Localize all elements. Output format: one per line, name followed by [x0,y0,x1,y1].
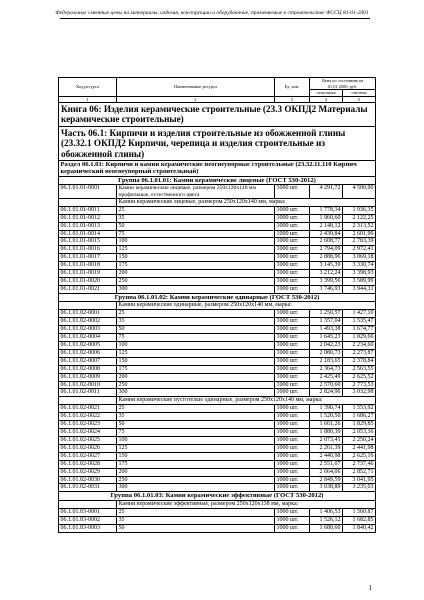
resource-unit: 1000 шт. [275,238,310,246]
table-row [59,254,376,262]
resource-unit: 1000 шт. [275,254,310,262]
estimate-price: 1 829,66 [343,334,376,342]
release-price: 2 042,23 [310,342,343,350]
release-price: 3 145,39 [310,262,343,270]
resource-unit: 1000 шт. [275,373,310,381]
resource-unit: 1000 шт. [275,342,310,350]
estimate-price: 2 601,90 [343,230,376,238]
resource-code: 06.1.01.01-0011 [59,206,117,214]
group-row [59,293,376,302]
price-table [58,77,376,533]
resource-unit: 1000 шт. [275,326,310,334]
resource-unit: 1000 шт. [275,524,310,532]
resource-name: 150 [117,254,275,262]
release-price: 2 608,77 [310,238,343,246]
table-row [59,468,376,476]
table-row [59,508,376,516]
table-row [59,373,376,381]
resource-code: 06.1.01.01-0021 [59,285,117,293]
group-title: Группа 06.1.01.02: Камни керамические одинарные (ГОСТ 530-2012) [59,293,376,302]
table-row [59,326,376,334]
table-row [59,214,376,222]
group-title: Группа 06.1.01.03: Камни керамические эффективные (ГОСТ 530-2012) [59,492,376,501]
table-row [59,285,376,293]
release-price: 2 664,06 [310,468,343,476]
subheader-text: Камни керамические одинарные, размером 250x120x140 мм, марка: [117,302,376,310]
release-price: 2 794,09 [310,246,343,254]
estimate-price: 3 069,18 [343,254,376,262]
column-number: 3 [275,96,310,102]
table-row [59,222,376,230]
price-table-wrapper [58,77,375,533]
release-price: 1 880,39 [310,429,343,437]
resource-name: 175 [117,460,275,468]
resource-unit: 1000 шт. [275,429,310,437]
release-price: 2 888,96 [310,254,343,262]
release-price: 1 960,60 [310,214,343,222]
resource-name: 35 [117,318,275,326]
resource-code: 06.1.01.02-0008 [59,365,117,373]
subheader-row [59,397,376,405]
estimate-price: 2 122,25 [343,214,376,222]
table-row [59,460,376,468]
release-price: 2 824,96 [310,389,343,397]
release-price: 1 661,26 [310,421,343,429]
column-header-row [59,78,376,90]
column-number: 4 [310,96,343,102]
resource-name: 300 [117,285,275,293]
resource-code: 06.1.01.01-0013 [59,222,117,230]
resource-unit: 1000 шт. [275,318,310,326]
release-price: 2 080,73 [310,349,343,357]
column-header-release: отпускная [310,90,343,97]
subheader-row [59,500,376,508]
resource-unit: 1000 шт. [275,357,310,365]
resource-name: 75 [117,429,275,437]
column-header-estimate: сметная [343,90,376,97]
resource-name: 300 [117,484,275,492]
release-price: 1 645,23 [310,334,343,342]
estimate-price: 1 535,47 [343,318,376,326]
empty-cell [59,397,117,405]
resource-name: 50 [117,524,275,532]
header-rule [60,18,370,19]
subheader-row [59,198,376,206]
column-header-unit: Ед. изм. [275,78,310,97]
resource-unit: 1000 шт. [275,468,310,476]
release-price: 4 291,72 [310,185,343,198]
estimate-price: 3 589,99 [343,277,376,285]
resource-name: 50 [117,326,275,334]
estimate-price: 2 773,53 [343,381,376,389]
estimate-price: 1 674,77 [343,326,376,334]
resource-unit: 1000 шт. [275,230,310,238]
resource-name: 150 [117,452,275,460]
release-price: 3 746,93 [310,285,343,293]
resource-name: 75 [117,334,275,342]
estimate-price: 3 041,95 [343,476,376,484]
estimate-price: 4 500,00 [343,185,376,198]
table-row [59,476,376,484]
estimate-price: 2 378,84 [343,357,376,365]
resource-name: 25 [117,405,275,413]
empty-cell [59,302,117,310]
release-price: 2 570,60 [310,381,343,389]
resource-unit: 1000 шт. [275,516,310,524]
estimate-price: 1 936,35 [343,206,376,214]
estimate-price: 1 686,27 [343,413,376,421]
resource-unit: 1000 шт. [275,508,310,516]
release-price: 1 250,57 [310,310,343,318]
table-row [59,349,376,357]
table-row [59,310,376,318]
part-title: Часть 06.1: Кирпичи и изделия строительные из обожженной глины (23.32.1 ОКПД2 Кирпичи, черепица и изделия строительные из обожженной глины) [59,126,376,160]
resource-unit: 1000 шт. [275,214,310,222]
table-row [59,270,376,278]
resource-code: 06.1.01.01-0016 [59,246,117,254]
table-row [59,246,376,254]
release-price: 2 073,41 [310,436,343,444]
column-number: 2 [117,96,275,102]
resource-unit: 1000 шт. [275,460,310,468]
table-row [59,421,376,429]
table-row [59,389,376,397]
resource-name: 75 [117,230,275,238]
section-row [59,161,376,177]
table-row [59,238,376,246]
table-row [59,206,376,214]
release-price: 1 406,53 [310,508,343,516]
resource-name: 100 [117,238,275,246]
resource-code: 06.1.01.02-0029 [59,468,117,476]
estimate-price: 1 553,92 [343,405,376,413]
estimate-price: 3 032,98 [343,389,376,397]
resource-unit: 1000 шт. [275,421,310,429]
estimate-price: 3 944,31 [343,285,376,293]
estimate-price: 1 427,10 [343,310,376,318]
table-row [59,524,376,532]
resource-name: 100 [117,342,275,350]
resource-name: 25 [117,206,275,214]
resource-name: 200 [117,270,275,278]
estimate-price: 2 625,52 [343,373,376,381]
page-number: 1 [368,584,372,592]
resource-code: 06.1.01.03-0003 [59,524,117,532]
estimate-price: 1 682,85 [343,516,376,524]
group-row [59,492,376,501]
empty-cell [59,500,117,508]
resource-code: 06.1.01.01-0012 [59,214,117,222]
resource-code: 06.1.01.02-0027 [59,452,117,460]
table-row [59,413,376,421]
column-number: 1 [59,96,117,102]
release-price: 2 425,49 [310,373,343,381]
column-header-price: Цена по состоянию на 01.01.2000, руб. [310,78,376,90]
resource-unit: 1000 шт. [275,444,310,452]
table-row [59,230,376,238]
resource-name: 150 [117,357,275,365]
column-header-code: Код ресурса [59,78,117,97]
estimate-price: 2 563,55 [343,365,376,373]
resource-name: 100 [117,436,275,444]
resource-name: 250 [117,381,275,389]
table-row [59,381,376,389]
resource-unit: 1000 шт. [275,349,310,357]
resource-code: 06.1.01.02-0010 [59,381,117,389]
estimate-price: 2 053,36 [343,429,376,437]
resource-code: 06.1.01.03-0002 [59,516,117,524]
resource-code: 06.1.01.01-0015 [59,238,117,246]
release-price: 1 357,04 [310,318,343,326]
resource-code: 06.1.01.02-0023 [59,421,117,429]
subheader-text: Камни керамические пустотелые одинарные, размером 250x120x140 мм, марка: [117,397,376,405]
release-price: 1 520,50 [310,413,343,421]
table-row [59,429,376,437]
estimate-price: 3 398,93 [343,270,376,278]
resource-unit: 1000 шт. [275,222,310,230]
release-price: 2 148,12 [310,222,343,230]
release-price: 3 038,89 [310,484,343,492]
release-price: 2 261,39 [310,444,343,452]
empty-cell [59,198,117,206]
resource-code: 06.1.01.02-0003 [59,326,117,334]
resource-unit: 1000 шт. [275,389,310,397]
resource-unit: 1000 шт. [275,405,310,413]
table-row [59,262,376,270]
estimate-price: 2 852,71 [343,468,376,476]
estimate-price: 1 840,42 [343,524,376,532]
section-title: Раздел 06.1.01: Кирпичи и камни керамические неогнеупорные строительные (23.32.11.110 Кирпич керамический неогнеупорный строительный) [59,161,376,177]
resource-name: 125 [117,246,275,254]
resource-unit: 1000 шт. [275,381,310,389]
resource-unit: 1000 шт. [275,185,310,198]
release-price: 1 493,38 [310,326,343,334]
estimate-price: 3 330,74 [343,262,376,270]
resource-name: 35 [117,516,275,524]
resource-code: 06.1.01.02-0002 [59,318,117,326]
subheader-text: Камни керамические эффективные, размером 250x120x138 мм, марка: [117,500,376,508]
resource-name: 200 [117,373,275,381]
resource-code: 06.1.01.01-0014 [59,230,117,238]
resource-unit: 1000 шт. [275,413,310,421]
column-header-name: Наименование ресурса [117,78,275,97]
resource-code: 06.1.01.02-0004 [59,334,117,342]
table-row [59,334,376,342]
table-row [59,365,376,373]
resource-code: 06.1.01.02-0006 [59,349,117,357]
resource-unit: 1000 шт. [275,365,310,373]
table-row [59,318,376,326]
group-title: Группа 06.1.01.01: Камни керамические лицевые (ГОСТ 530-2012) [59,176,376,185]
release-price: 2 551,07 [310,460,343,468]
resource-unit: 1000 шт. [275,484,310,492]
release-price: 1 680,60 [310,524,343,532]
table-row [59,444,376,452]
estimate-price: 2 783,39 [343,238,376,246]
table-row [59,516,376,524]
table-row [59,452,376,460]
estimate-price: 2 234,60 [343,342,376,350]
release-price: 1 390,74 [310,405,343,413]
resource-code: 06.1.01.02-0011 [59,389,117,397]
resource-code: 06.1.01.01-0018 [59,262,117,270]
resource-code: 06.1.01.01-0020 [59,277,117,285]
release-price: 1 778,34 [310,206,343,214]
resource-code: 06.1.01.02-0030 [59,476,117,484]
resource-name: 35 [117,413,275,421]
resource-code: 06.1.01.01-0001 [59,185,117,198]
release-price: 3 399,56 [310,277,343,285]
resource-code: 06.1.01.02-0005 [59,342,117,350]
table-row [59,185,376,198]
estimate-price: 2 625,16 [343,452,376,460]
resource-code: 06.1.01.01-0019 [59,270,117,278]
resource-name: 35 [117,214,275,222]
resource-code: 06.1.01.02-0028 [59,460,117,468]
release-price: 2 440,98 [310,452,343,460]
table-row [59,277,376,285]
resource-unit: 1000 шт. [275,310,310,318]
resource-unit: 1000 шт. [275,452,310,460]
running-header: Федеральные сметные цены на материалы, изделия, конструкции и оборудование, применяемые в строительстве ФССЦ 81-01-2001 [55,10,369,16]
part-row [59,126,376,160]
resource-name: 50 [117,421,275,429]
resource-code: 06.1.01.02-0024 [59,429,117,437]
resource-unit: 1000 шт. [275,436,310,444]
resource-name: 125 [117,349,275,357]
resource-code: 06.1.01.01-0017 [59,254,117,262]
table-row [59,342,376,350]
resource-unit: 1000 шт. [275,334,310,342]
resource-unit: 1000 шт. [275,285,310,293]
estimate-price: 2 273,87 [343,349,376,357]
estimate-price: 1 829,85 [343,421,376,429]
resource-name: 300 [117,389,275,397]
release-price: 2 183,65 [310,357,343,365]
resource-code: 06.1.01.02-0021 [59,405,117,413]
table-row [59,484,376,492]
release-price: 2 430,84 [310,230,343,238]
group-row [59,176,376,185]
resource-name: 175 [117,365,275,373]
resource-name: 25 [117,310,275,318]
resource-code: 06.1.01.02-0007 [59,357,117,365]
resource-name: Камни керамические лицевые, размером 250x120x140 мм профильные, естественного цвета [117,185,275,198]
resource-unit: 1000 шт. [275,270,310,278]
table-row [59,405,376,413]
estimate-price: 2 441,98 [343,444,376,452]
release-price: 2 364,73 [310,365,343,373]
resource-code: 06.1.01.02-0022 [59,413,117,421]
resource-name: 200 [117,468,275,476]
resource-code: 06.1.01.02-0009 [59,373,117,381]
release-price: 3 212,24 [310,270,343,278]
resource-name: 50 [117,222,275,230]
release-price: 2 849,59 [310,476,343,484]
subheader-row [59,302,376,310]
resource-code: 06.1.01.03-0001 [59,508,117,516]
resource-code: 06.1.01.02-0025 [59,436,117,444]
estimate-price: 1 560,87 [343,508,376,516]
resource-code: 06.1.01.02-0001 [59,310,117,318]
release-price: 1 526,12 [310,516,343,524]
estimate-price: 2 972,41 [343,246,376,254]
subheader-text: Камни керамические лицевые, размером 250x120x140 мм, марка: [117,198,376,206]
estimate-price: 2 250,24 [343,436,376,444]
table-row [59,436,376,444]
resource-name: 250 [117,277,275,285]
resource-name: 250 [117,476,275,484]
resource-unit: 1000 шт. [275,476,310,484]
resource-name: 175 [117,262,275,270]
estimate-price: 2 737,46 [343,460,376,468]
column-number: 5 [343,96,376,102]
resource-unit: 1000 шт. [275,206,310,214]
resource-unit: 1000 шт. [275,277,310,285]
estimate-price: 2 313,52 [343,222,376,230]
resource-unit: 1000 шт. [275,262,310,270]
resource-unit: 1000 шт. [275,246,310,254]
resource-name: 25 [117,508,275,516]
resource-code: 06.1.01.02-0026 [59,444,117,452]
book-title: Книга 06: Изделия керамические строительные (23.3 ОКПД2 Материалы керамические строительные) [59,102,376,126]
resource-code: 06.1.01.02-0031 [59,484,117,492]
table-row [59,357,376,365]
resource-name: 125 [117,444,275,452]
book-row [59,102,376,126]
estimate-price: 3 235,03 [343,484,376,492]
